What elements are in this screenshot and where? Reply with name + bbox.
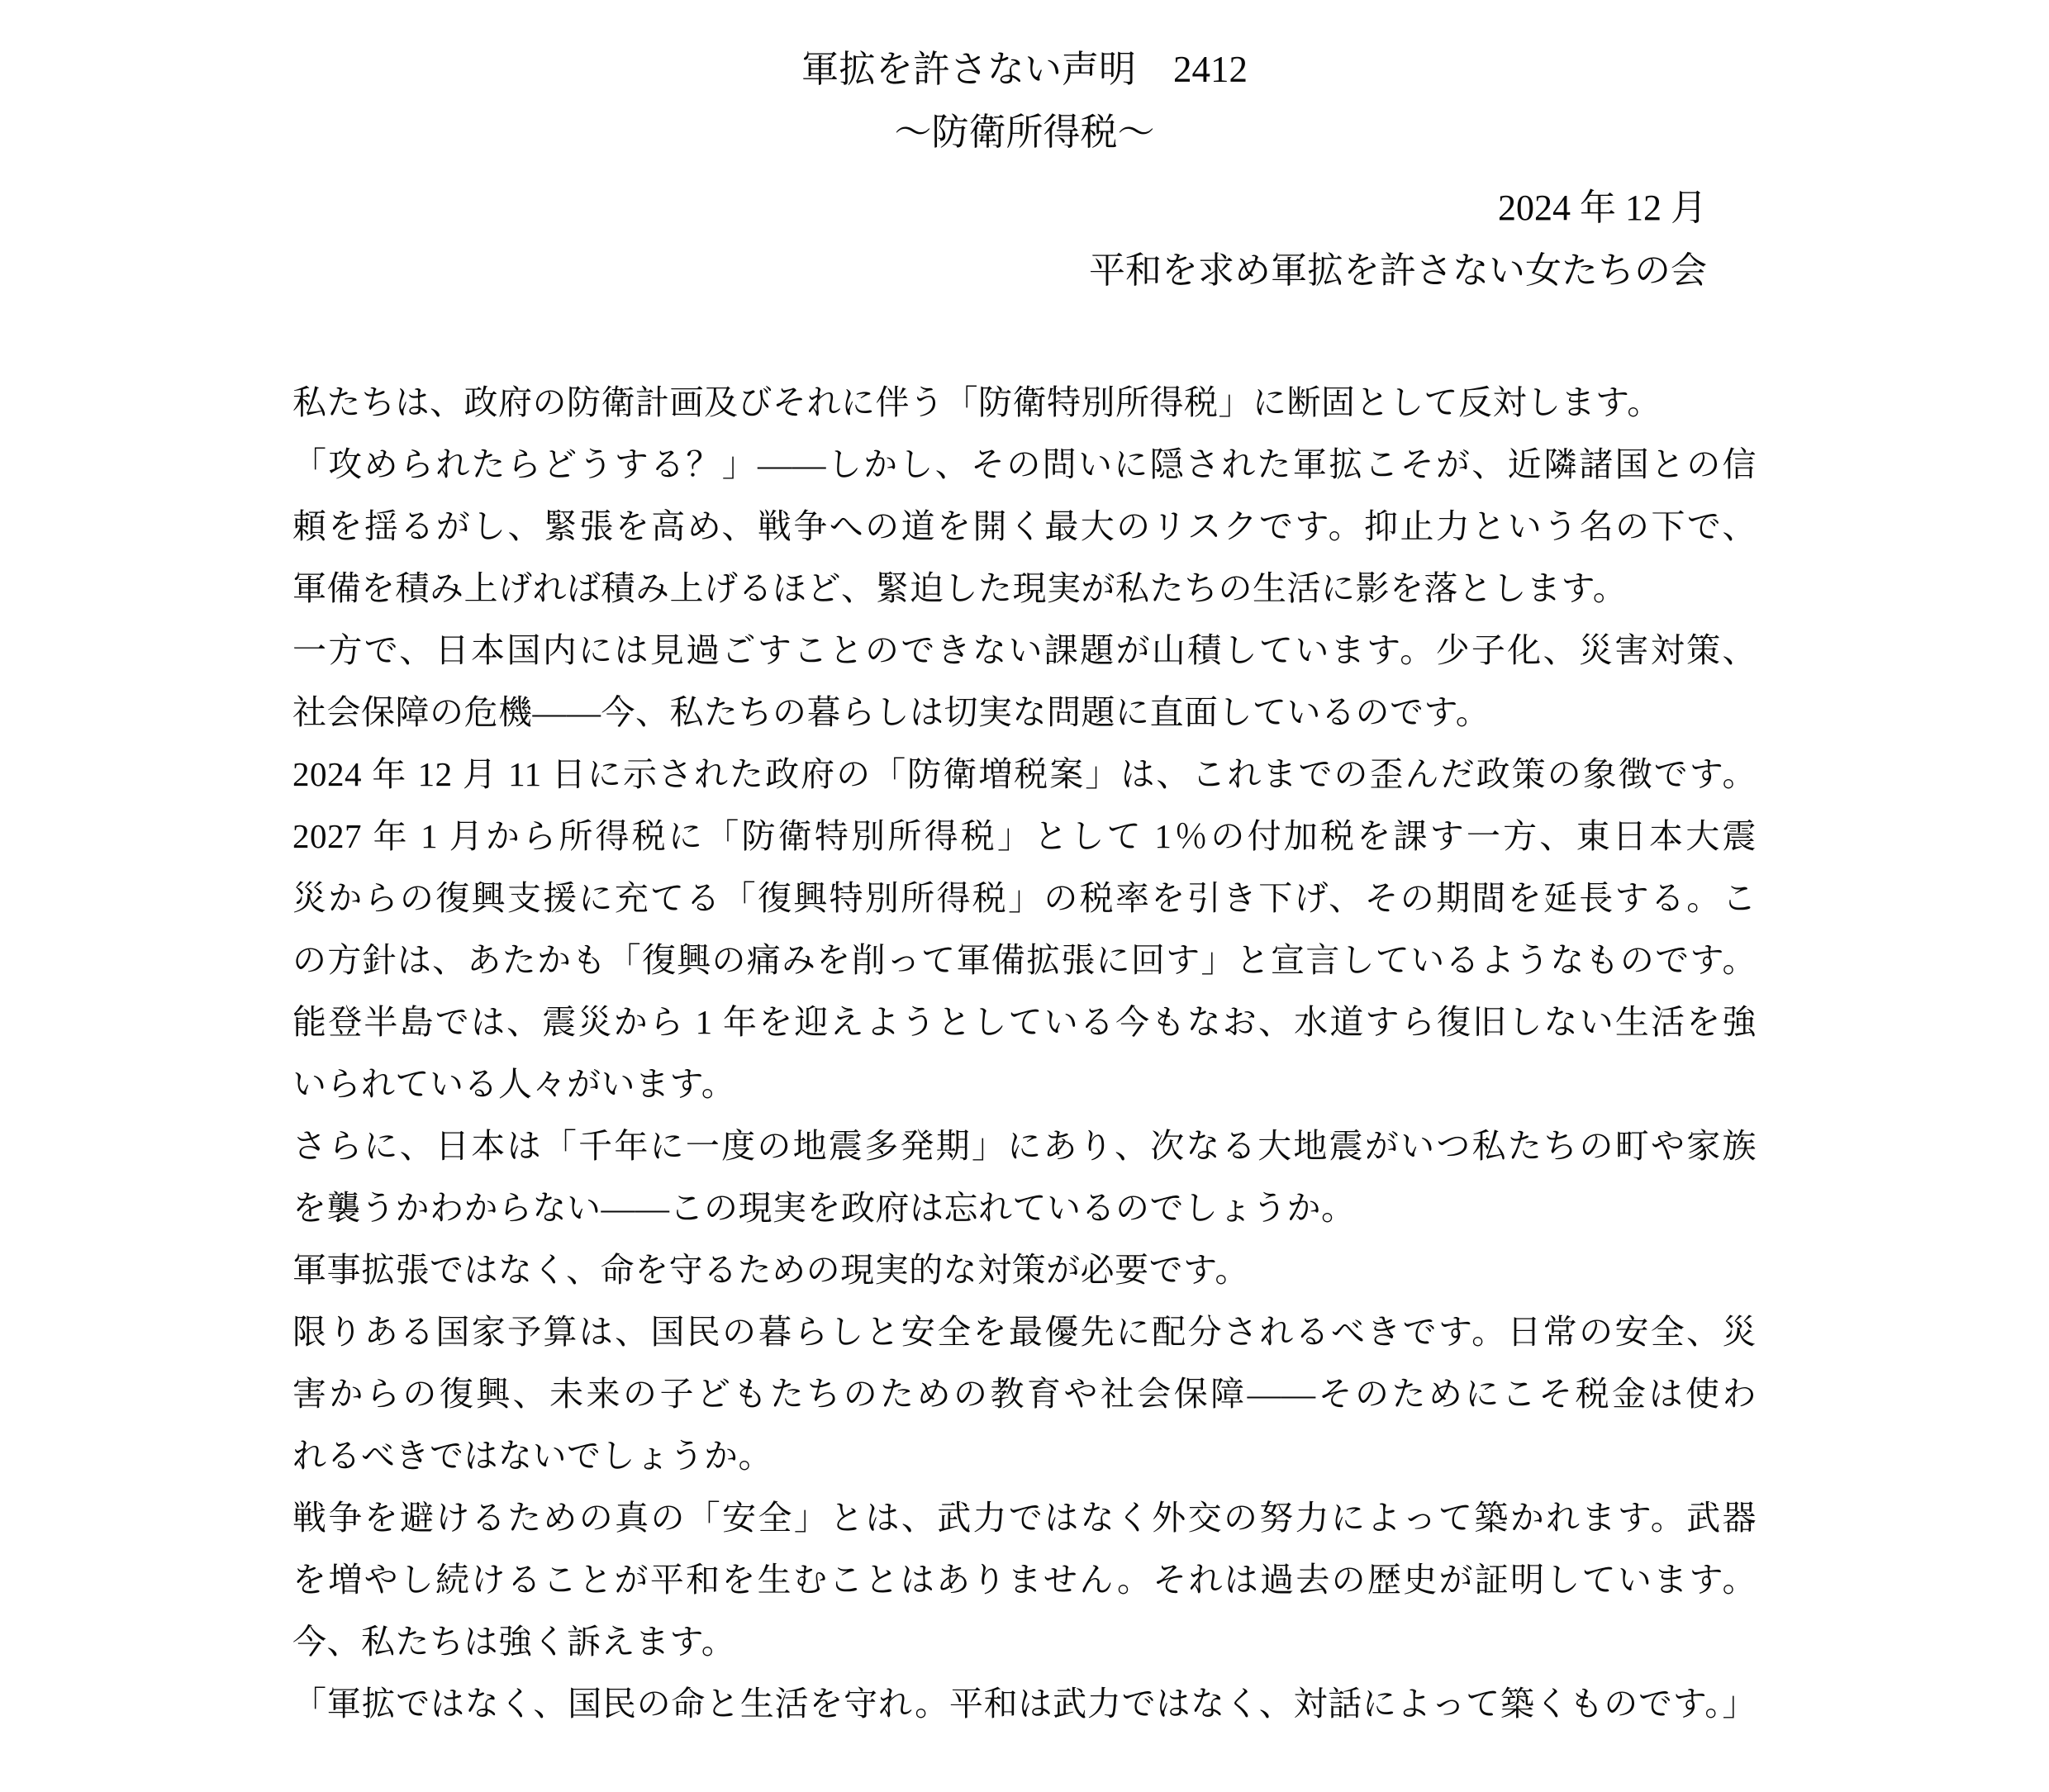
text-line: 頼を揺るがし、緊張を高め、戦争への道を開く最大のリスクです。抑止力という名の下で、	[292, 507, 1757, 545]
text-line: 「軍拡ではなく、国民の命と生活を守れ。平和は武力ではなく、対話によって築くものです。」	[292, 1685, 1757, 1723]
body-text	[292, 372, 1757, 1735]
document-content	[292, 38, 1757, 1735]
text-line: 害からの復興、未来の子どもたちのための教育や社会保障――そのためにこそ税金は使わ	[292, 1375, 1757, 1413]
text-line: 戦争を避けるための真の「安全」とは、武力ではなく外交の努力によって築かれます。武器	[292, 1499, 1757, 1537]
text-line: いられている人々がいます。	[292, 1065, 736, 1103]
text-line: 軍事拡張ではなく、命を守るための現実的な対策が必要です。	[292, 1251, 1249, 1289]
text-line: を増やし続けることが平和を生むことはありません。それは過去の歴史が証明しています。	[292, 1561, 1757, 1599]
text-line: 社会保障の危機――今、私たちの暮らしは切実な問題に直面しているのです。	[292, 693, 1490, 731]
blank-line	[292, 302, 1757, 365]
text-line: 私たちは、政府の防衛計画及びそれに伴う「防衛特別所得税」に断固として反対します。	[292, 383, 1662, 421]
text-line: の方針は、あたかも「復興の痛みを削って軍備拡張に回す」と宣言しているようなものです。	[292, 941, 1757, 979]
document-subtitle: ～防衛所得税～	[894, 112, 1155, 153]
text-line: 2024 年 12 月 11 日に示された政府の「防衛増税案」は、これまでの歪んだ政策の象徴です。	[292, 755, 1757, 793]
text-line: 「攻められたらどうする？」――しかし、その問いに隠された軍拡こそが、近隣諸国との信	[292, 445, 1757, 483]
document-date: 2024 年 12 月	[1498, 188, 1707, 228]
text-line: さらに、日本は「千年に一度の地震多発期」にあり、次なる大地震がいつ私たちの町や家族	[292, 1127, 1757, 1165]
text-line: 一方で、日本国内には見過ごすことのできない課題が山積しています。少子化、災害対策、	[292, 631, 1757, 669]
text-line: れるべきではないでしょうか。	[292, 1437, 773, 1475]
text-line: 2027 年 1 月から所得税に「防衛特別所得税」として 1％の付加税を課す一方、東日本大震	[292, 817, 1757, 855]
document-title: 軍拡を許さない声明 2412	[801, 49, 1248, 90]
text-line: 災からの復興支援に充てる「復興特別所得税」の税率を引き下げ、その期間を延長する。こ	[292, 879, 1757, 917]
text-line: 今、私たちは強く訴えます。	[292, 1623, 736, 1661]
text-line: 能登半島では、震災から 1 年を迎えようとしている今もなお、水道すら復旧しない生活を強	[292, 1003, 1757, 1041]
text-line: 軍備を積み上げれば積み上げるほど、緊迫した現実が私たちの生活に影を落とします。	[292, 569, 1628, 607]
text-line: 限りある国家予算は、国民の暮らしと安全を最優先に配分されるべきです。日常の安全、災	[292, 1313, 1757, 1351]
text-line: を襲うかわからない――この現実を政府は忘れているのでしょうか。	[292, 1189, 1356, 1227]
document-author: 平和を求め軍拡を許さない女たちの会	[1089, 250, 1707, 291]
